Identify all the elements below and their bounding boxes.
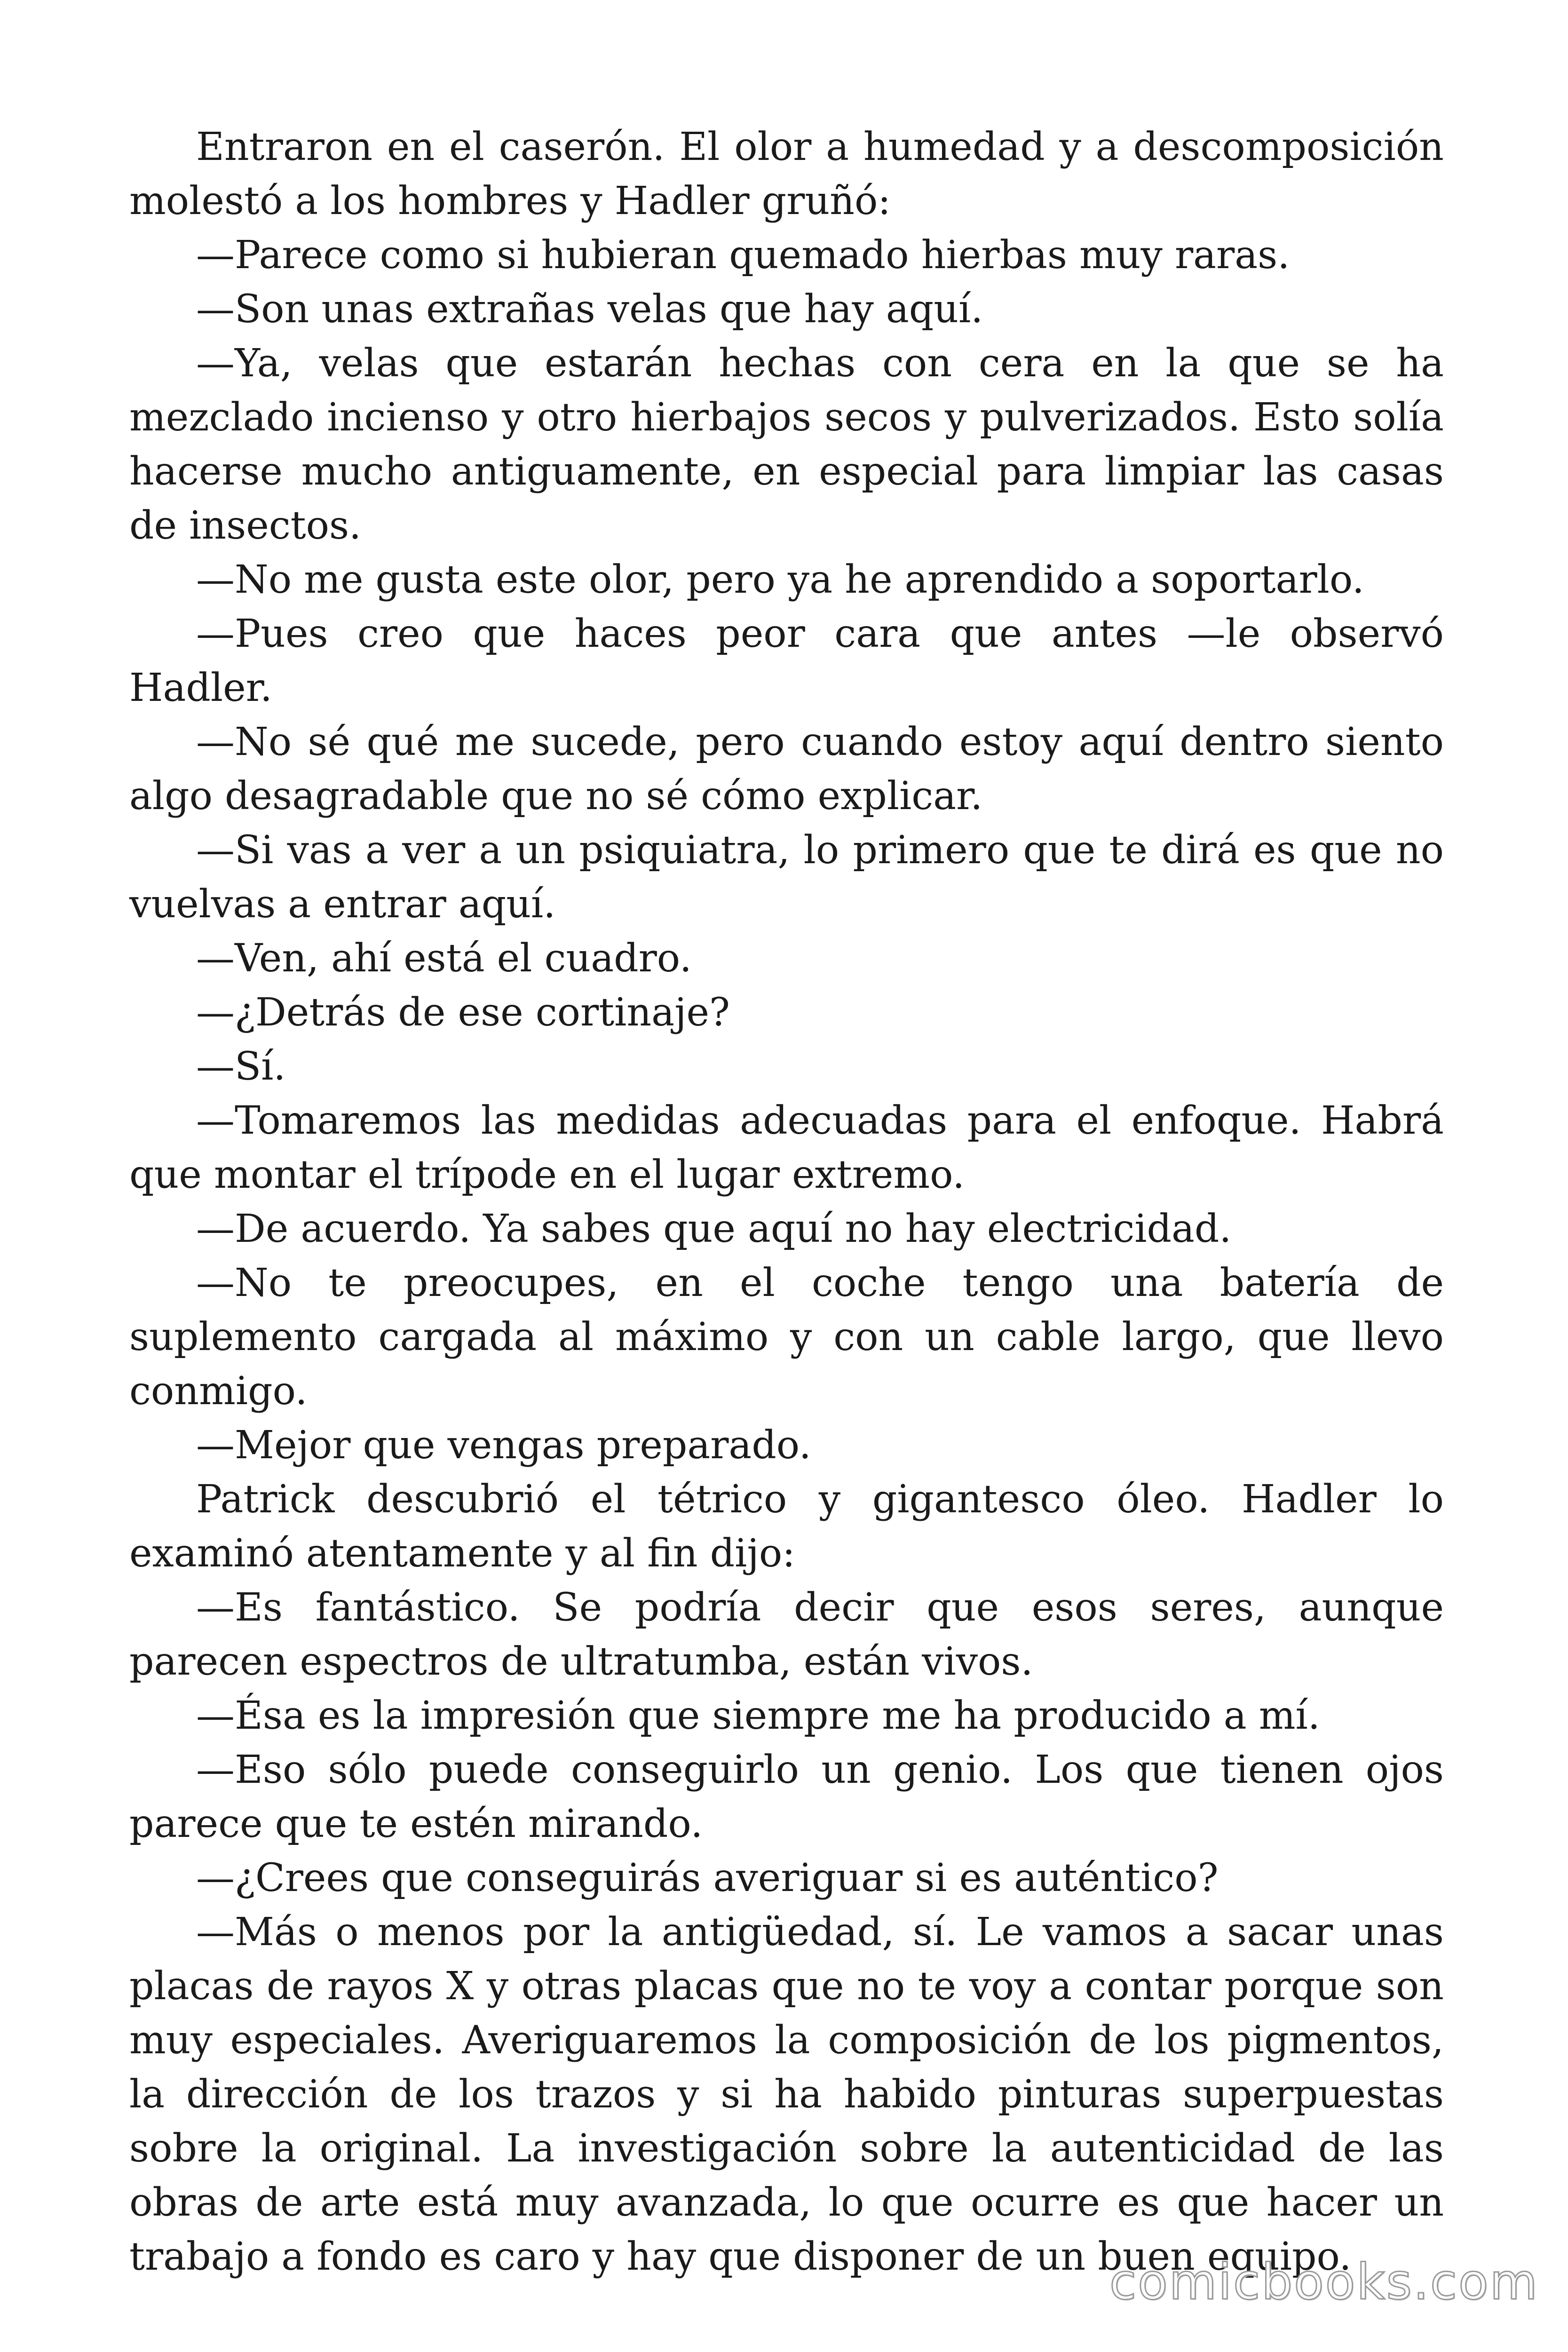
paragraph: —Eso sólo puede conseguirlo un genio. Los que tienen ojos parece que te estén mirando. [129, 1748, 1444, 1846]
paragraph: —¿Crees que conseguirás averiguar si es auténtico? [196, 1856, 1219, 1900]
paragraph: —De acuerdo. Ya sabes que aquí no hay electricidad. [196, 1207, 1232, 1251]
paragraph: —Sí. [196, 1044, 286, 1089]
paragraph: —Es fantástico. Se podría decir que esos seres, aunque parecen espectros de ultratumba, están vivos. [129, 1585, 1444, 1684]
paragraph: —Parece como si hubieran quemado hierbas muy raras. [196, 233, 1290, 278]
paragraph: —¿Detrás de ese cortinaje? [196, 990, 730, 1035]
paragraph: —No te preocupes, en el coche tengo una batería de suplemento cargada al máximo y con un cable largo, que llevo conmigo. [129, 1261, 1444, 1414]
paragraph: —Son unas extrañas velas que hay aquí. [196, 287, 983, 332]
paragraph: —No me gusta este olor, pero ya he aprendido a soportarlo. [196, 557, 1364, 602]
paragraph: —Si vas a ver a un psiquiatra, lo primero que te dirá es que no vuelvas a entrar aquí. [129, 828, 1444, 927]
watermark: comicbooks.com [1109, 2253, 1539, 2311]
paragraph: —Ven, ahí está el cuadro. [196, 936, 692, 981]
paragraph: —Más o menos por la antigüedad, sí. Le vamos a sacar unas placas de rayos X y otras placas que no te voy a contar porque son muy especiales. Averiguaremos la composición de los pigmentos, la dirección de los trazos y si ha habido pinturas superpuestas sobre la original. La investigación sobre la autenticidad de las obras de arte está muy avanzada, lo que ocurre es que hacer un trabajo a fondo es caro y hay que disponer de un buen equipo. [129, 1910, 1444, 2279]
page-body [129, 120, 1444, 2284]
paragraph: —Mejor que vengas preparado. [196, 1423, 811, 1468]
paragraph: Patrick descubrió el tétrico y gigantesco óleo. Hadler lo examinó atentamente y al fin dijo: [129, 1477, 1444, 1576]
paragraph: —No sé qué me sucede, pero cuando estoy aquí dentro siento algo desagradable que no sé cómo explicar. [129, 720, 1444, 818]
paragraph: Entraron en el caserón. El olor a humedad y a descomposición molestó a los hombres y Hadler gruñó: [129, 125, 1444, 223]
paragraph: —Ya, velas que estarán hechas con cera en la que se ha mezclado incienso y otro hierbajos secos y pulverizados. Esto solía hacerse mucho antiguamente, en especial para limpiar las casas de insectos. [129, 341, 1444, 548]
paragraph: —Pues creo que haces peor cara que antes —le observó Hadler. [129, 612, 1444, 710]
paragraph: —Tomaremos las medidas adecuadas para el enfoque. Habrá que montar el trípode en el lugar extremo. [129, 1098, 1444, 1197]
paragraph: —Ésa es la impresión que siempre me ha producido a mí. [196, 1693, 1320, 1738]
